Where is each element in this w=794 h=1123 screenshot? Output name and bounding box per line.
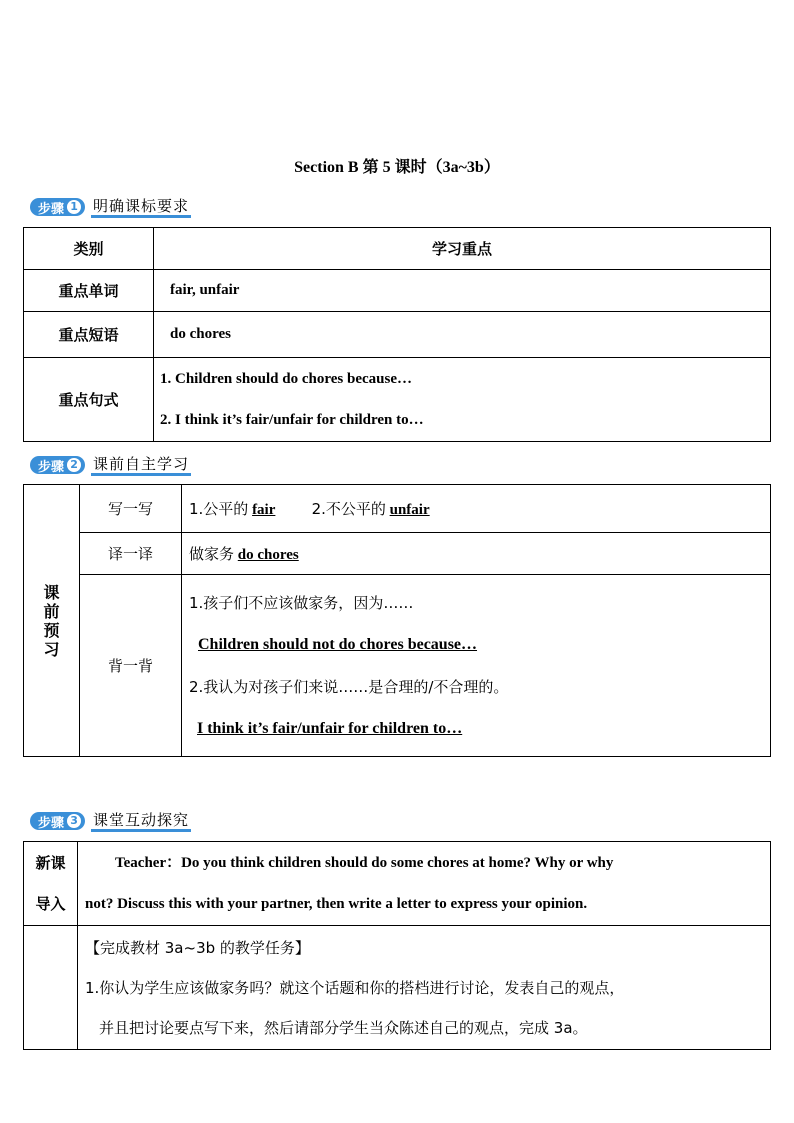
intro-label-1: 新课	[35, 853, 66, 872]
step-badge	[30, 198, 85, 216]
intro-content	[78, 842, 771, 926]
step-badge	[30, 812, 85, 830]
row-label: 重点短语	[24, 312, 154, 358]
header-category: 类别	[24, 228, 154, 270]
table-row	[24, 533, 771, 575]
step-badge-text: 步骤	[38, 201, 65, 217]
sentence-1: 1. Children should do chores because…	[160, 370, 412, 387]
translate-label: 译一译	[80, 533, 182, 575]
step-label: 明确课标要求	[91, 197, 191, 218]
row-content	[154, 358, 771, 442]
item1-answer: fair	[252, 502, 276, 518]
write-label: 写一写	[80, 485, 182, 533]
step-label: 课前自主学习	[91, 455, 191, 476]
table-row	[24, 312, 771, 358]
page-title: Section B 第 5 课时（3a~3b）	[294, 159, 500, 176]
item2-prefix: 2.不公平的	[311, 500, 386, 518]
step-1-heading	[30, 196, 191, 218]
intro-line-1: Teacher：Do you think children should do some chores at home? Why or why	[115, 854, 614, 871]
step-number: 2	[67, 458, 81, 472]
classroom-table	[23, 841, 771, 1050]
side-label-text: 课前预习	[43, 582, 60, 659]
recite-a2: I think it’s fair/unfair for children to…	[197, 719, 463, 737]
task-content	[78, 926, 771, 1050]
table-row	[24, 842, 771, 926]
side-label	[24, 485, 80, 757]
table-row	[24, 358, 771, 442]
key-points-table	[23, 227, 771, 442]
row-label: 重点句式	[24, 358, 154, 442]
row-content: do chores	[154, 312, 771, 358]
table-row	[24, 270, 771, 312]
sentence-2: 2. I think it’s fair/unfair for children to…	[160, 411, 424, 428]
intro-label	[24, 842, 78, 926]
step-2-heading	[30, 454, 191, 476]
empty-cell	[24, 926, 78, 1050]
recite-q1: 1.孩子们不应该做家务，因为……	[189, 593, 414, 612]
translate-content	[182, 533, 771, 575]
item1-prefix: 1.公平的	[189, 500, 249, 518]
table-row	[24, 926, 771, 1050]
step-number: 3	[67, 814, 81, 828]
intro-label-2: 导入	[35, 894, 66, 913]
step-3-heading	[30, 810, 191, 832]
recite-label: 背一背	[80, 575, 182, 757]
recite-a1: Children should not do chores because…	[198, 635, 478, 653]
step-label: 课堂互动探究	[91, 811, 191, 832]
item2-answer: unfair	[389, 502, 430, 518]
header-focus: 学习重点	[154, 228, 771, 270]
step-badge	[30, 456, 85, 474]
task-title: 【完成教材 3a~3b 的教学任务】	[85, 938, 310, 957]
write-content	[182, 485, 771, 533]
task-line-1: 1.你认为学生应该做家务吗？就这个话题和你的搭档进行讨论，发表自己的观点，	[85, 978, 625, 997]
step-number: 1	[67, 200, 81, 214]
table-header-row	[24, 228, 771, 270]
step-badge-text: 步骤	[38, 815, 65, 831]
translate-answer: do chores	[237, 547, 299, 563]
translate-prefix: 做家务	[189, 545, 235, 563]
preview-table	[23, 484, 771, 757]
table-row	[24, 485, 771, 533]
table-row	[24, 575, 771, 757]
recite-content	[182, 575, 771, 757]
row-content: fair, unfair	[154, 270, 771, 312]
recite-q2: 2.我认为对孩子们来说……是合理的/不合理的。	[189, 677, 509, 696]
step-badge-text: 步骤	[38, 459, 65, 475]
intro-line-2: not? Discuss this with your partner, then write a letter to express your opinion.	[85, 895, 588, 912]
row-label: 重点单词	[24, 270, 154, 312]
task-line-2: 并且把讨论要点写下来，然后请部分学生当众陈述自己的观点，完成 3a。	[99, 1018, 588, 1037]
